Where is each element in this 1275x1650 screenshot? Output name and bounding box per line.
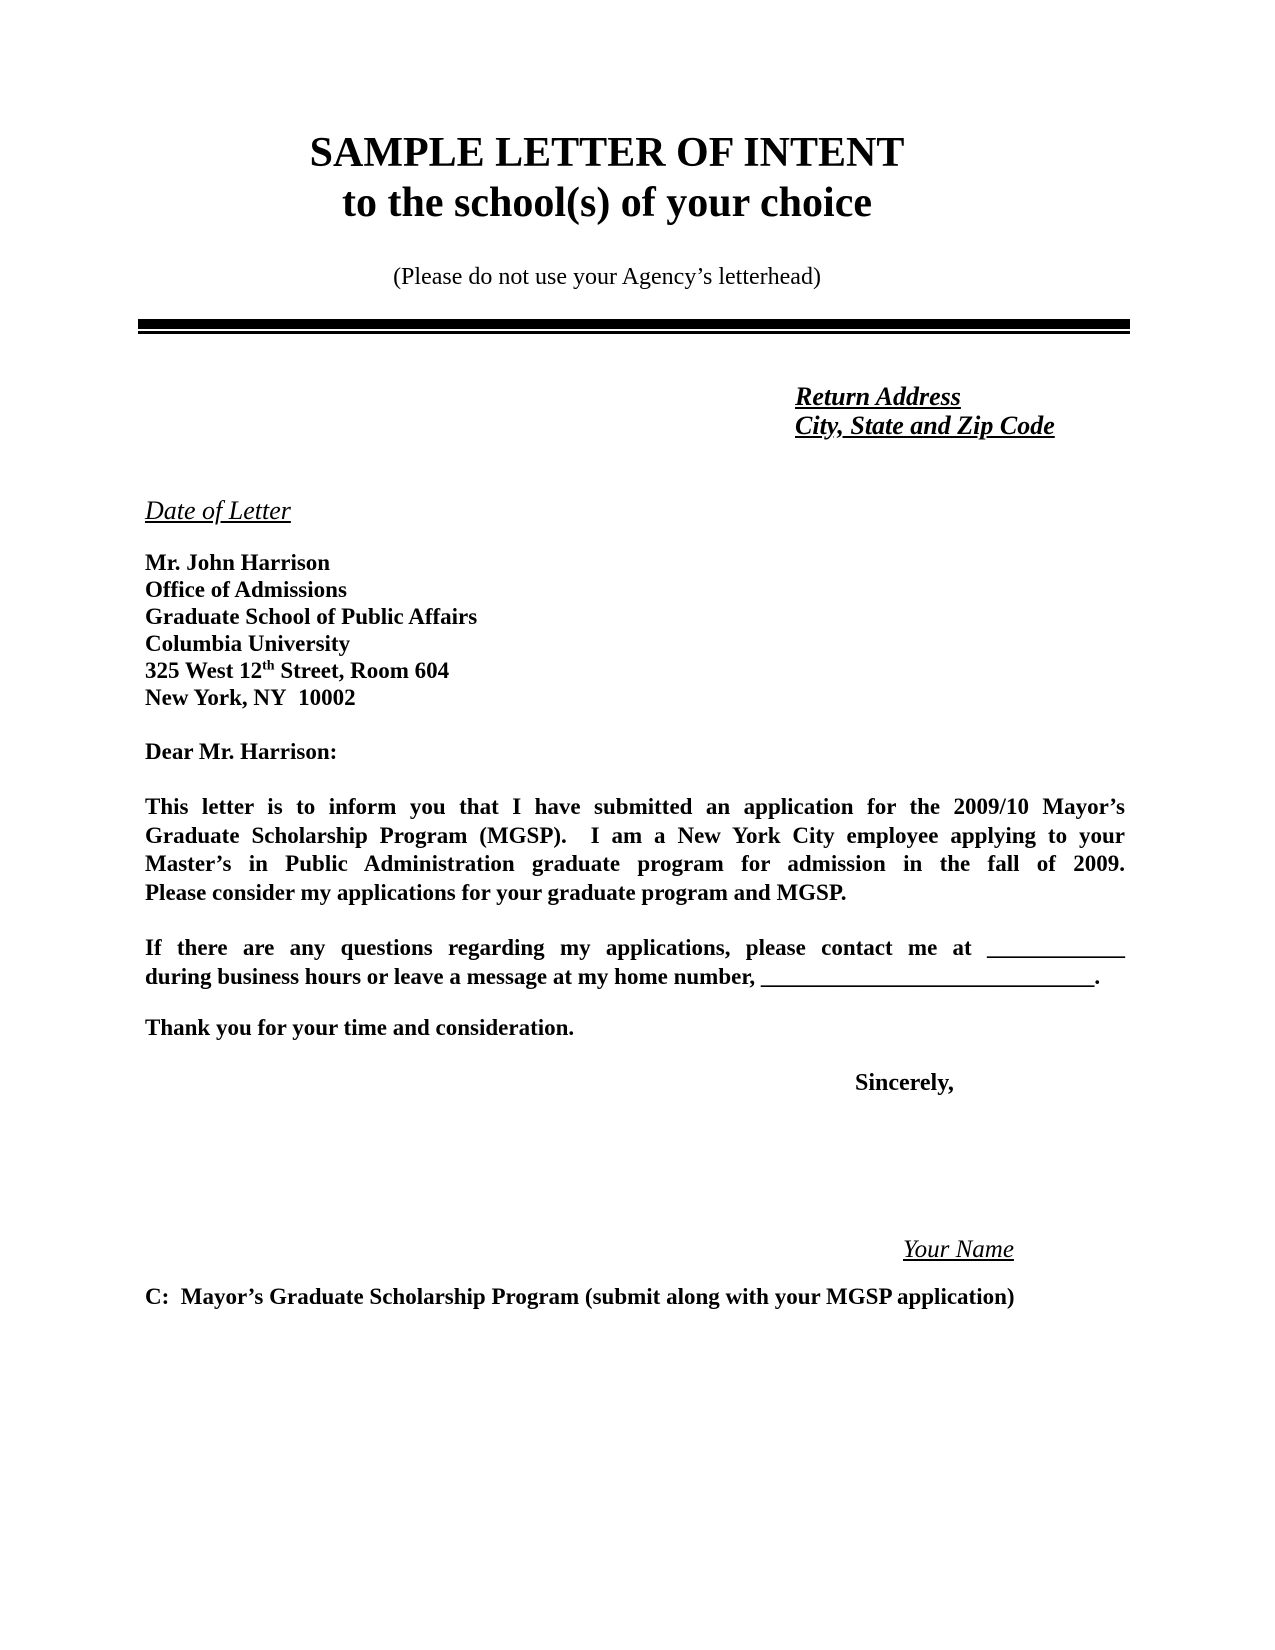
street-rest: Street, Room 604 [274, 658, 450, 683]
return-address-line: Return Address [795, 382, 961, 411]
return-address-city-line: City, State and Zip Code [795, 411, 1055, 440]
page-title [145, 128, 1069, 228]
text-line: If there are any questions regarding my applications, please contact me at ____________ [145, 935, 1125, 960]
text-line: during business hours or leave a message at my home number, _____________________________. [145, 963, 1101, 989]
salutation: Dear Mr. Harrison: [145, 739, 338, 764]
divider-thick-line [138, 319, 1130, 329]
cc-line: C: Mayor’s Graduate Scholarship Program (submit along with your MGSP application) [145, 1284, 1015, 1309]
date-row [145, 440, 1125, 525]
header-divider [138, 319, 1130, 334]
text-line: Graduate Scholarship Program (MGSP). I am a New York City employee applying to your [145, 822, 1125, 848]
text-line: Mr. John Harrison [145, 550, 331, 575]
title-line-1: SAMPLE LETTER OF INTENT [309, 130, 905, 176]
letter-content [0, 128, 1275, 1311]
street-number: 325 West 12 [145, 658, 263, 683]
closing-sincerely: Sincerely, [855, 1070, 954, 1096]
recipient-lines [145, 549, 1125, 657]
body-paragraph-2 [145, 934, 1125, 991]
text-line: This letter is to inform you that I have submitted an application for the 2009/10 Mayor’s [145, 794, 1125, 819]
recipient-city-line: New York, NY 10002 [145, 685, 356, 710]
divider-thin-line [138, 331, 1130, 334]
text-line: Please consider my applications for your graduate program and MGSP. [145, 879, 847, 905]
street-ordinal: th [262, 658, 275, 674]
recipient-street-line [145, 657, 1125, 684]
text-line: Office of Admissions [145, 577, 347, 602]
signature-name-placeholder: Your Name [903, 1236, 1014, 1263]
thank-you-line: Thank you for your time and consideration. [145, 1015, 575, 1040]
text-line: Graduate School of Public Affairs [145, 604, 478, 629]
signature-row [145, 1097, 1125, 1263]
text-line: Master’s in Public Administration graduate program for admission in the fall of 2009. [145, 851, 1125, 876]
recipient-address-block [145, 549, 1125, 711]
title-line-2: to the school(s) of your choice [342, 180, 872, 226]
return-address-block [795, 382, 1125, 440]
text-line: Columbia University [145, 631, 351, 656]
subtitle: (Please do not use your Agency’s letterhead) [393, 264, 821, 290]
date-of-letter-label: Date of Letter [145, 496, 291, 525]
body-paragraph-1 [145, 793, 1125, 907]
